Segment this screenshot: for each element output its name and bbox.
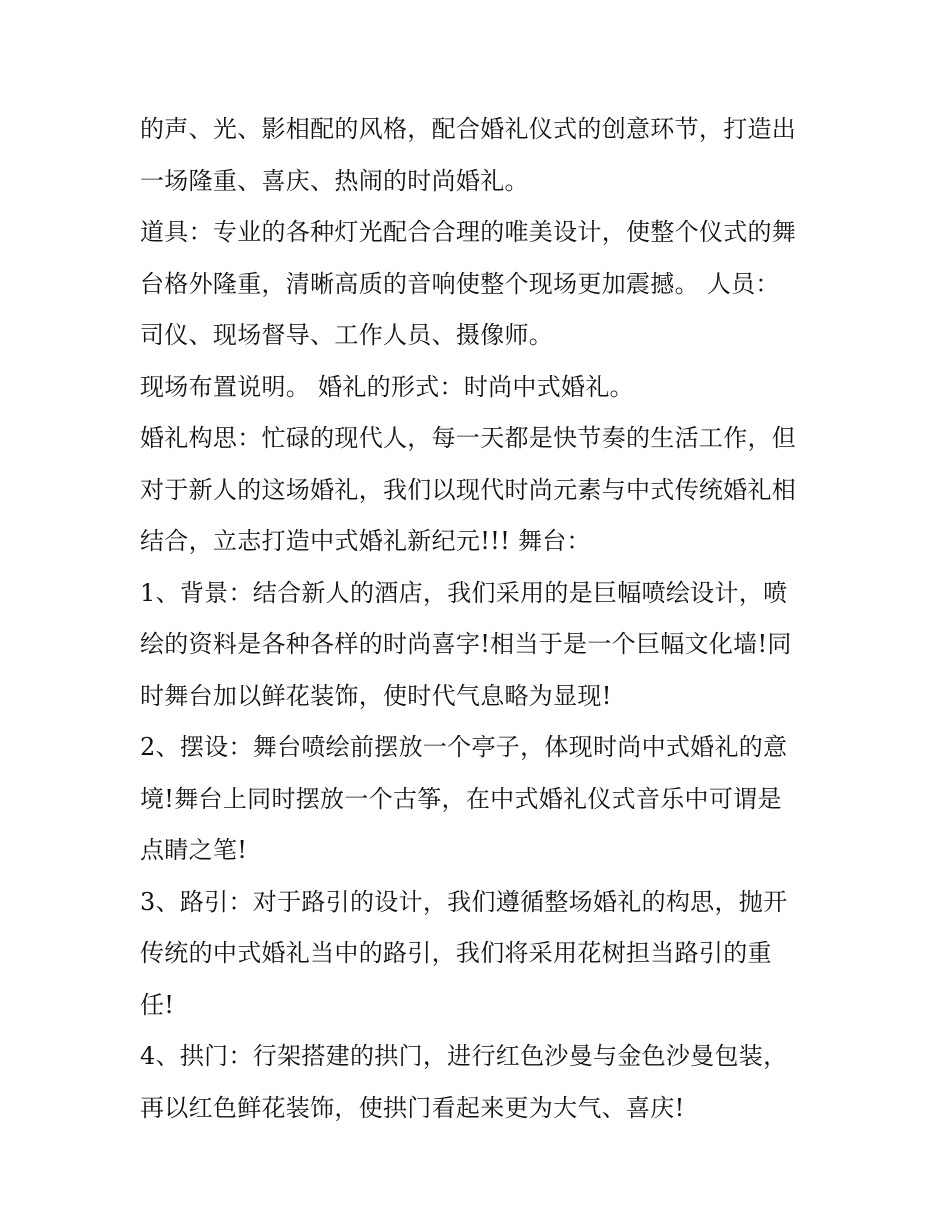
text-line: 司仪、现场督导、工作人员、摄像师。 [140, 321, 554, 349]
text-line: 传统的中式婚礼当中的路引，我们将采用花树担当路引的重 [140, 939, 772, 967]
body-text [140, 104, 820, 1134]
text-line: 时舞台加以鲜花装饰，使时代气息略为显现! [140, 681, 612, 710]
text-line: 1、背景：结合新人的酒店，我们采用的是巨幅喷绘设计，喷 [140, 578, 788, 607]
text-line: 境!舞台上同时摆放一个古筝，在中式婚礼仪式音乐中可谓是 [140, 784, 782, 813]
text-line: 2、摆设：舞台喷绘前摆放一个亭子，体现时尚中式婚礼的意 [140, 733, 788, 761]
text-line: 结合，立志打造中式婚礼新纪元!!! 舞台： [140, 527, 591, 555]
text-line: 对于新人的这场婚礼，我们以现代时尚元素与中式传统婚礼相 [140, 475, 797, 504]
text-line: 一场隆重、喜庆、热闹的时尚婚礼。 [140, 166, 529, 195]
text-line: 3、路引：对于路引的设计，我们遵循整场婚礼的构思，抛开 [140, 887, 788, 916]
text-line: 台格外隆重，清晰高质的音响使整个现场更加震撼。 人员： [140, 269, 780, 298]
text-line: 点睛之笔! [140, 836, 248, 864]
text-line: 绘的资料是各种各样的时尚喜字!相当于是一个巨幅文化墙!同 [140, 630, 792, 658]
text-line: 现场布置说明。 婚礼的形式：时尚中式婚礼。 [140, 372, 634, 401]
text-line: 婚礼构思：忙碌的现代人，每一天都是快节奏的生活工作，但 [140, 424, 797, 452]
text-line: 任! [140, 990, 175, 1019]
text-line: 道具：专业的各种灯光配合合理的唯美设计，使整个仪式的舞 [140, 218, 797, 246]
text-line: 再以红色鲜花装饰，使拱门看起来更为大气、喜庆! [140, 1093, 685, 1122]
text-line: 4、拱门：行架搭建的拱门，进行红色沙曼与金色沙曼包装， [140, 1042, 788, 1070]
text-line: 的声、光、影相配的风格，配合婚礼仪式的创意环节，打造出 [140, 115, 797, 143]
